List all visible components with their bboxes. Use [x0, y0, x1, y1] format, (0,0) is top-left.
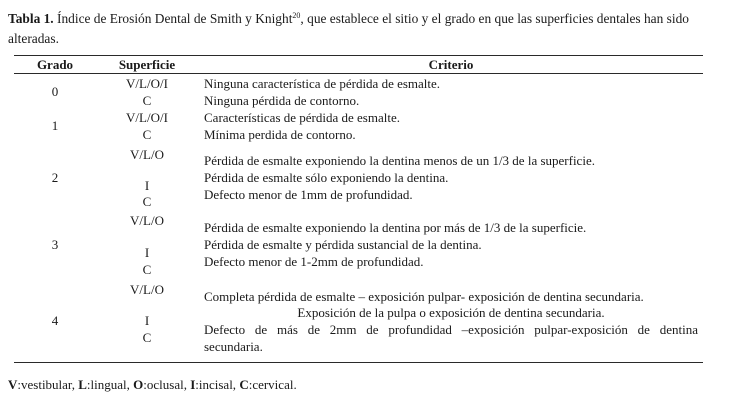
cell-criterio: Ninguna característica de pérdida de esmalte.: [204, 76, 441, 91]
caption-text: Índice de Erosión Dental de Smith y Knight: [53, 11, 293, 26]
caption-text-continued: , que establece el sitio y el grado en que las superficies dentales han sido: [300, 11, 689, 26]
cell-criterio: Defecto menor de 1mm de profundidad.: [204, 187, 413, 202]
cell-superficie: I: [144, 245, 150, 260]
footnote-abbr: L: [78, 377, 87, 392]
cell-criterio-continued: secundaria.: [204, 339, 263, 354]
cell-superficie: I: [144, 313, 150, 328]
cell-grado-3: 3: [51, 237, 59, 252]
cell-criterio: Pérdida de esmalte y pérdida sustancial de la dentina.: [204, 237, 482, 252]
cell-superficie: V/L/O/I: [126, 76, 168, 91]
cell-criterio: Completa pérdida de esmalte – exposición pulpar- exposición de dentina secundaria.: [204, 289, 644, 304]
cell-grado-2: 2: [51, 170, 59, 185]
cell-grado-4: 4: [51, 313, 59, 328]
cell-grado-1: 1: [51, 118, 59, 133]
cell-superficie: V/L/O: [130, 147, 164, 162]
cell-criterio: Pérdida de esmalte exponiendo la dentina menos de un 1/3 de la superficie.: [204, 153, 595, 168]
caption-label: Tabla 1.: [8, 11, 54, 26]
footnote-abbr: I: [190, 377, 196, 392]
table-footnote: [8, 377, 297, 393]
caption-line-2: alteradas.: [8, 31, 59, 46]
cell-superficie: C: [142, 330, 152, 345]
cell-criterio: Defecto de más de 2mm de profundidad –exposición pulpar-exposición de dentina: [204, 322, 698, 337]
cell-criterio: Mínima perdida de contorno.: [204, 127, 356, 142]
footnote-abbr: C: [239, 377, 249, 392]
cell-superficie: C: [142, 194, 152, 209]
cell-superficie: C: [142, 93, 152, 108]
header-criterio: Criterio: [428, 57, 474, 72]
footnote-desc: :cervical.: [248, 377, 297, 392]
header-grado: Grado: [36, 57, 74, 72]
header-superficie: Superficie: [118, 57, 176, 72]
table-caption: [8, 9, 728, 49]
cell-superficie: V/L/O: [130, 282, 164, 297]
cell-superficie: V/L/O/I: [126, 110, 168, 125]
caption-reference: 20: [292, 11, 301, 20]
cell-superficie: V/L/O: [130, 213, 164, 228]
footnote-desc: :incisal,: [195, 377, 240, 392]
cell-grado-0: 0: [51, 84, 59, 99]
cell-superficie: C: [142, 127, 152, 142]
cell-criterio: Pérdida de esmalte sólo exponiendo la dentina.: [204, 170, 449, 185]
footnote-desc: :lingual,: [86, 377, 134, 392]
footnote-desc: :oclusal,: [143, 377, 191, 392]
cell-superficie: C: [142, 262, 152, 277]
cell-superficie: I: [144, 178, 150, 193]
cell-criterio: Pérdida de esmalte exponiendo la dentina por más de 1/3 de la superficie.: [204, 220, 587, 235]
table-header-rule: [14, 73, 703, 74]
cell-criterio: Exposición de la pulpa o exposición de dentina secundaria.: [297, 305, 605, 320]
table-bottom-rule: [14, 362, 703, 363]
table-top-rule: [14, 55, 703, 56]
cell-criterio: Características de pérdida de esmalte.: [204, 110, 400, 125]
footnote-abbr: O: [133, 377, 144, 392]
footnote-abbr: V: [8, 377, 18, 392]
cell-criterio: Ninguna pérdida de contorno.: [204, 93, 360, 108]
footnote-desc: :vestibular,: [17, 377, 79, 392]
cell-criterio: Defecto menor de 1-2mm de profundidad.: [204, 254, 424, 269]
